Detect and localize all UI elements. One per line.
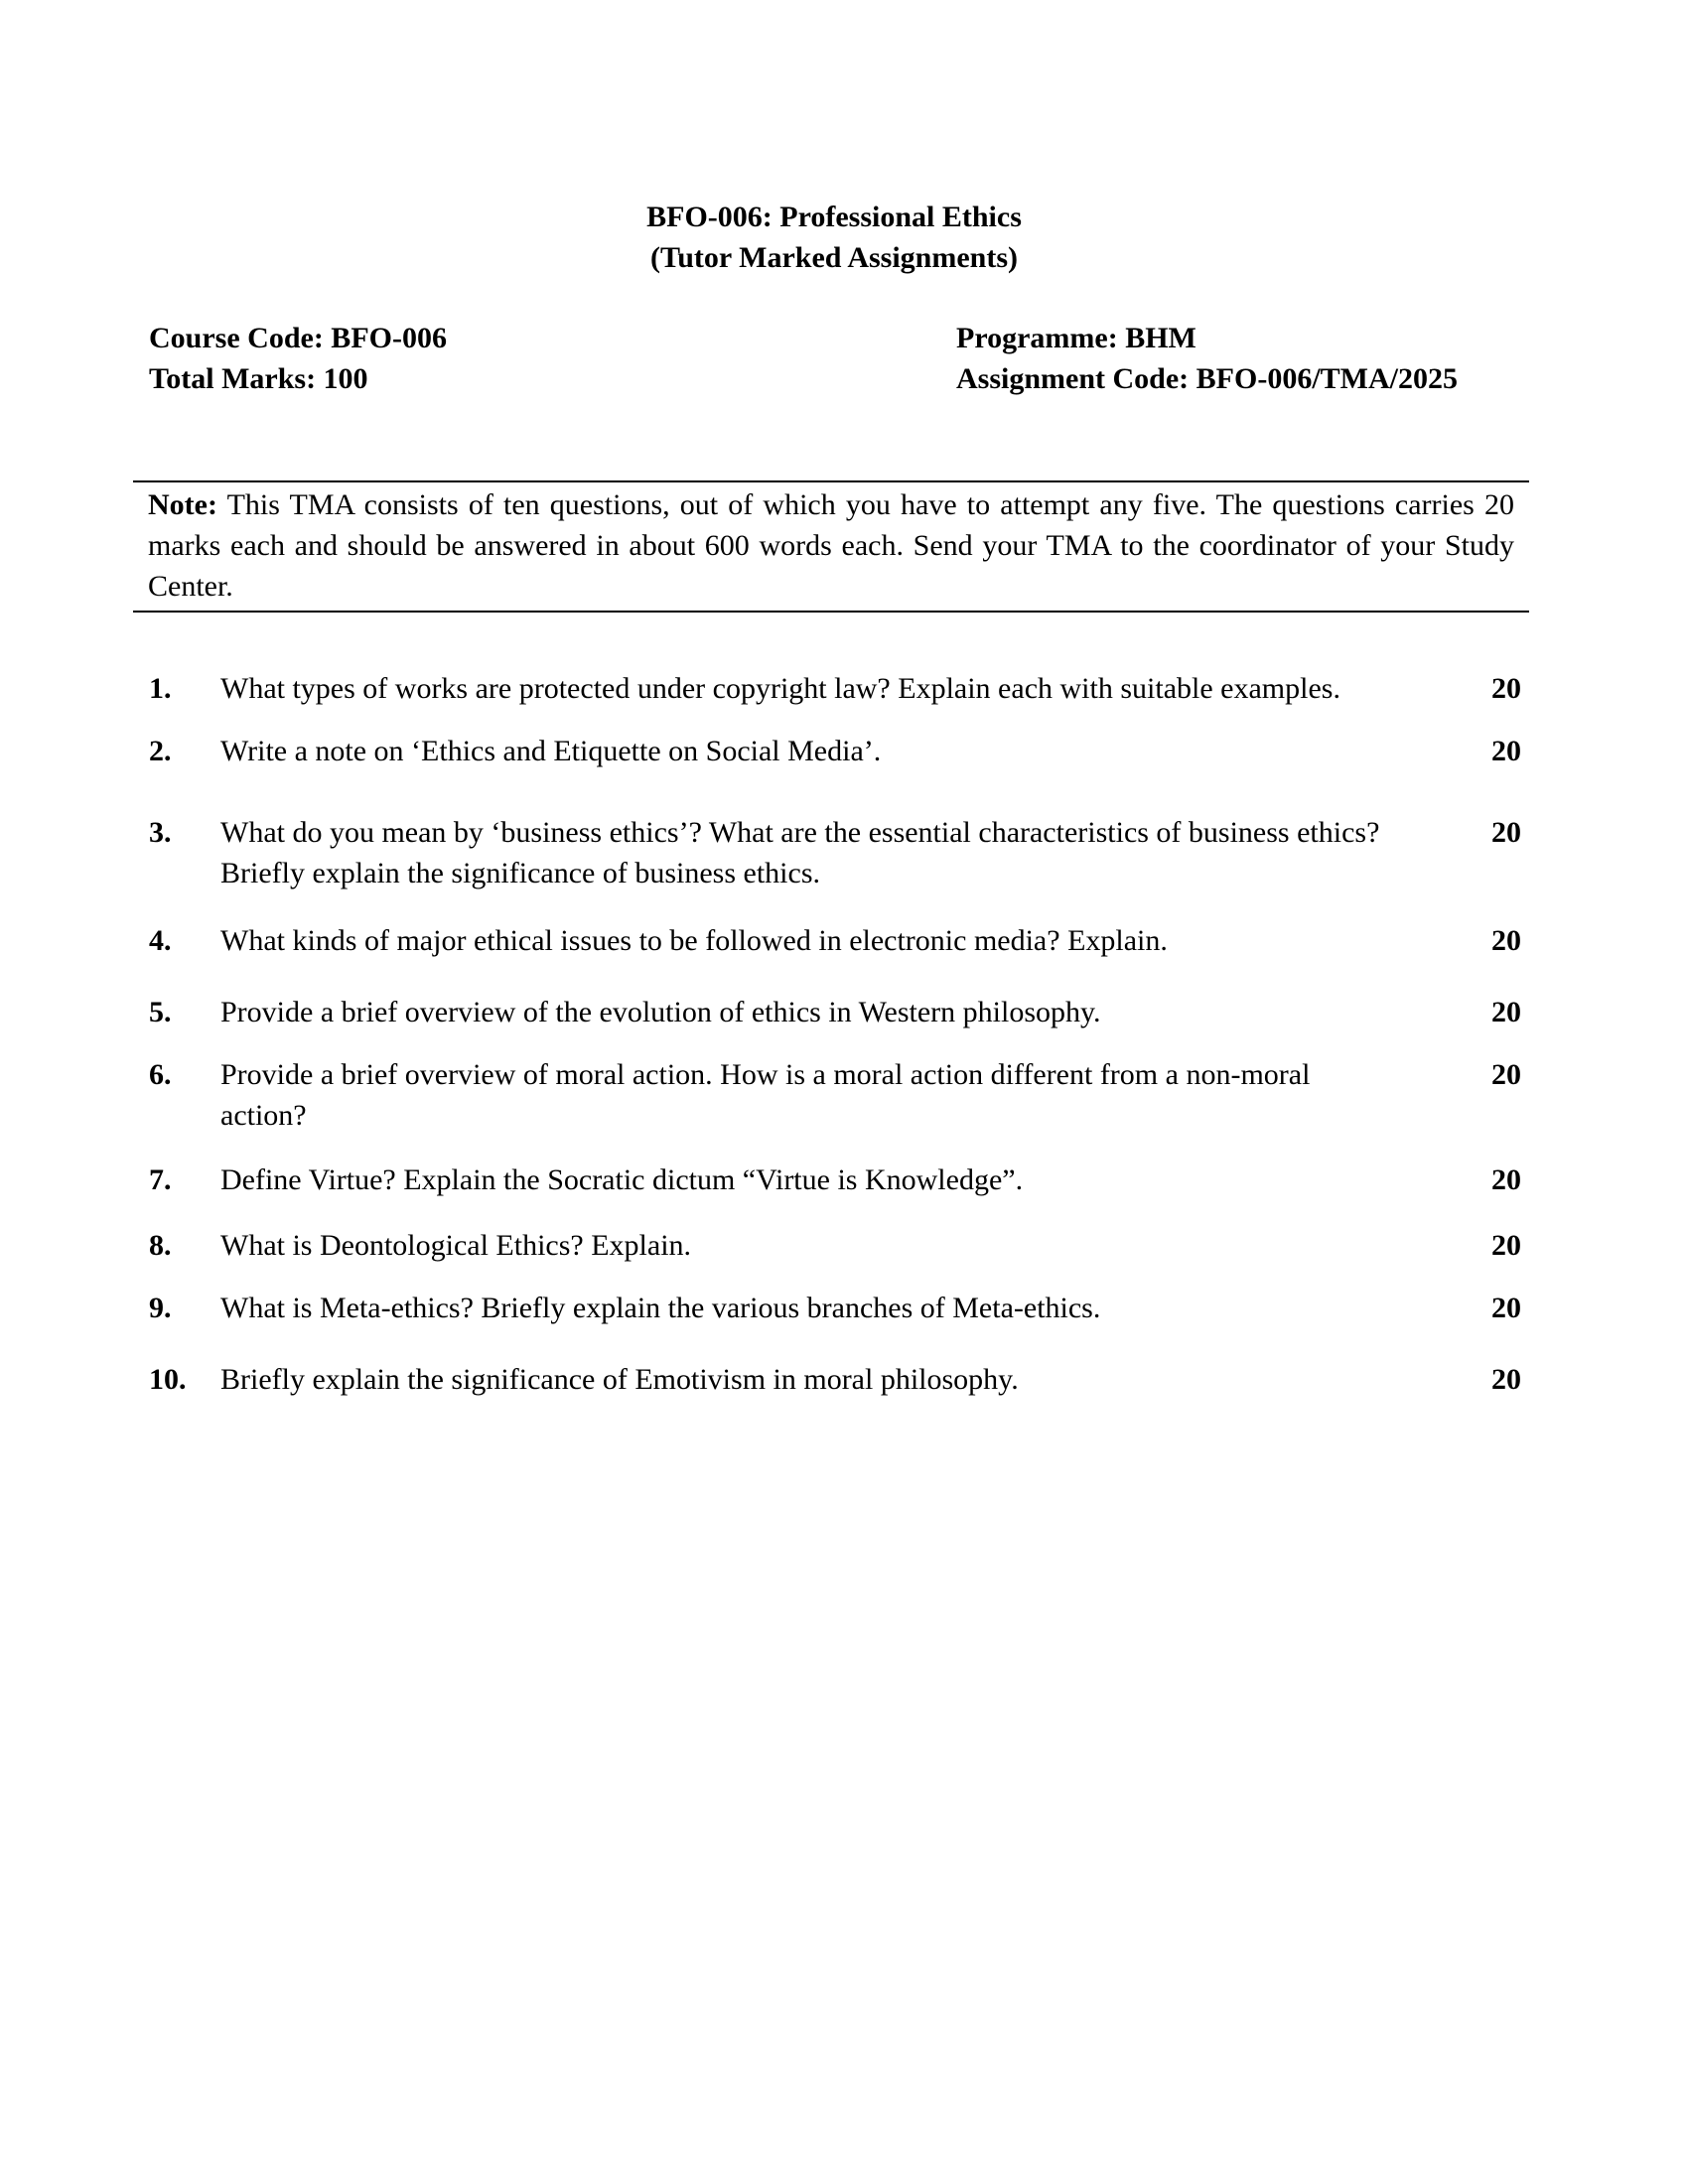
document-title: BFO-006: Professional Ethics bbox=[646, 201, 1022, 233]
question-marks: 20 bbox=[1491, 1058, 1521, 1091]
question-number: 3. bbox=[149, 816, 172, 849]
total-marks: Total Marks: 100 bbox=[149, 362, 368, 395]
course-info bbox=[149, 318, 447, 399]
question-item bbox=[149, 1225, 1521, 1266]
question-marks: 20 bbox=[1491, 816, 1521, 849]
question-number: 7. bbox=[149, 1163, 172, 1196]
question-marks: 20 bbox=[1491, 735, 1521, 767]
question-item bbox=[149, 812, 1521, 893]
question-text: Provide a brief overview of moral action. How is a moral action different from a non-moral action? bbox=[220, 1058, 1311, 1132]
question-text: Define Virtue? Explain the Socratic dictum “Virtue is Knowledge”. bbox=[220, 1163, 1024, 1196]
question-number: 9. bbox=[149, 1292, 172, 1324]
question-marks: 20 bbox=[1491, 1163, 1521, 1196]
question-number: 1. bbox=[149, 672, 172, 705]
question-marks: 20 bbox=[1491, 1292, 1521, 1324]
question-list bbox=[149, 668, 1521, 1400]
question-number: 2. bbox=[149, 735, 172, 767]
question-marks: 20 bbox=[1491, 996, 1521, 1028]
assignment-info bbox=[956, 318, 1458, 399]
question-number: 4. bbox=[149, 924, 172, 957]
question-item bbox=[149, 731, 1521, 771]
question-marks: 20 bbox=[1491, 672, 1521, 705]
question-item bbox=[149, 1160, 1521, 1200]
question-text: Write a note on ‘Ethics and Etiquette on Social Media’. bbox=[220, 735, 882, 767]
assignment-code: Assignment Code: BFO-006/TMA/2025 bbox=[956, 362, 1458, 395]
question-item bbox=[149, 668, 1521, 709]
question-item bbox=[149, 1359, 1521, 1400]
question-number: 6. bbox=[149, 1058, 172, 1091]
question-number: 8. bbox=[149, 1229, 172, 1262]
note-box bbox=[133, 480, 1529, 613]
question-text: What is Meta-ethics? Briefly explain the various branches of Meta-ethics. bbox=[220, 1292, 1101, 1324]
question-number: 10. bbox=[149, 1363, 187, 1396]
note-text bbox=[148, 484, 1514, 607]
programme: Programme: BHM bbox=[956, 322, 1196, 354]
question-item bbox=[149, 1054, 1521, 1136]
document-header bbox=[0, 197, 1668, 278]
question-text: Briefly explain the significance of Emotivism in moral philosophy. bbox=[220, 1363, 1019, 1396]
question-marks: 20 bbox=[1491, 1229, 1521, 1262]
question-item bbox=[149, 992, 1521, 1032]
question-marks: 20 bbox=[1491, 924, 1521, 957]
question-number: 5. bbox=[149, 996, 172, 1028]
course-code: Course Code: BFO-006 bbox=[149, 322, 447, 354]
question-item bbox=[149, 920, 1521, 961]
question-text: Provide a brief overview of the evolution of ethics in Western philosophy. bbox=[220, 996, 1101, 1028]
question-text: What types of works are protected under copyright law? Explain each with suitable examples. bbox=[220, 672, 1340, 705]
question-text: What do you mean by ‘business ethics’? What are the essential characteristics of business ethics? Briefly explain the significance of business ethics. bbox=[220, 816, 1380, 889]
note-body: This TMA consists of ten questions, out of which you have to attempt any five. The questions carries 20 marks each and should be answered in about 600 words each. Send your TMA to the coordinator of your Study Center. bbox=[148, 488, 1514, 603]
note-label: Note: bbox=[148, 488, 217, 521]
question-marks: 20 bbox=[1491, 1363, 1521, 1396]
question-text: What kinds of major ethical issues to be followed in electronic media? Explain. bbox=[220, 924, 1168, 957]
question-text: What is Deontological Ethics? Explain. bbox=[220, 1229, 692, 1262]
document-subtitle: (Tutor Marked Assignments) bbox=[649, 241, 1019, 274]
question-item bbox=[149, 1288, 1521, 1328]
